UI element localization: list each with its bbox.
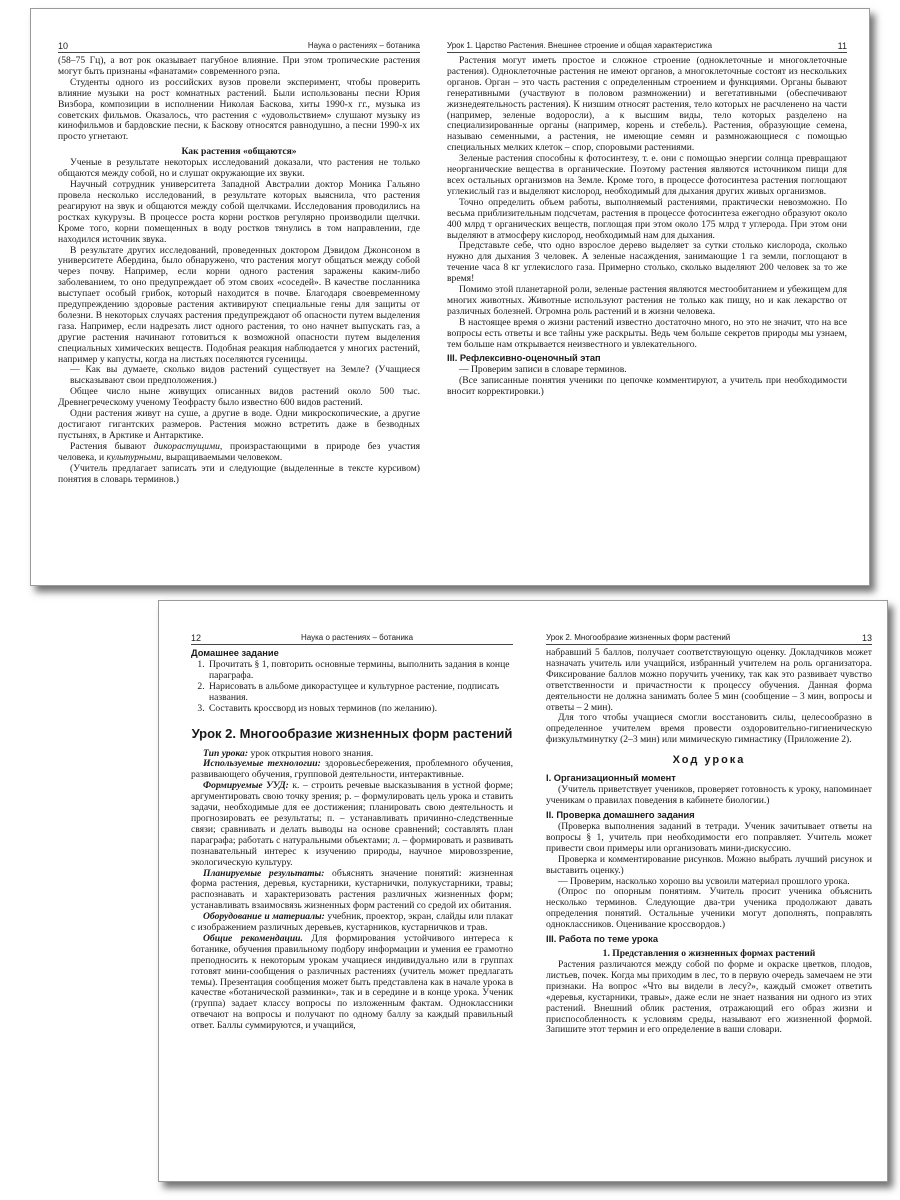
running-header bbox=[546, 601, 872, 645]
page-13 bbox=[546, 601, 872, 1181]
page-12 bbox=[191, 601, 513, 1181]
field-value: урок открытия нового знания. bbox=[248, 747, 374, 759]
paragraph: Для того чтобы учащиеся смогли восстановить силы, целесообразно в определенное учителем время провести оздоровительно-гигиеническую физкультминутку (2–3 мин) или мимическую гимнастику (Приложение 2). bbox=[546, 712, 872, 746]
page-number: 13 bbox=[861, 633, 872, 643]
list-item: 3. Составить кроссворд из новых терминов (по желанию). bbox=[207, 704, 513, 715]
book-spread-pages-12-13 bbox=[158, 600, 888, 1182]
lesson-field bbox=[191, 759, 513, 781]
term-wild: дикорастущими bbox=[153, 440, 220, 452]
paragraph: (Все записанные понятия ученики по цепочке комментируют, а учитель при необходимости вносит корректировки.) bbox=[447, 375, 847, 398]
paragraph: Зеленые растения способны к фотосинтезу, т. е. они с помощью энергии солнца превращают неорганические вещества в органические. Поэтому растения являются источником пищи для всех остальных организмов на Земле. Кроме того, в процессе фотосинтеза растения поглощают углекислый газ и выделяют кислород, необходимый для дыхания других живых организмов. bbox=[447, 153, 847, 197]
field-label: Тип урока: bbox=[203, 747, 249, 759]
paragraph: (Опрос по опорным понятиям. Учитель просит ученика объяснить несколько терминов. Следующие два-три ученика продолжают давать определения понятий. Остальные ученики могут дополнять, поправлять одноклассников. Оценивание кроссвордов.) bbox=[546, 886, 872, 931]
field-label: Общие рекомендации. bbox=[203, 932, 303, 944]
field-label: Формируемые УУД: bbox=[203, 780, 289, 792]
dialogue-line: — Проверим записи в словаре терминов. bbox=[459, 364, 627, 376]
paragraph: Точно определить объем работы, выполняемый растениями, практически невозможно. По весьма приблизительным подсчетам, растения в процессе фотосинтеза ежегодно образуют около 400 млрд т органических веществ, поглощая при этом около 175 млрд т углерода. При этом они выделяют в атмосферу кислород, необходимый нам для дыхания. bbox=[447, 196, 847, 241]
paragraph: (Учитель предлагает записать эти и следующие (выделенные в тексте курсивом) понятия в словарь терминов.) bbox=[58, 462, 420, 485]
lesson-field bbox=[191, 934, 513, 1032]
page-number: 12 bbox=[191, 633, 202, 643]
field-value: учебник, проектор, экран, слайды или плакат с изображением различных деревьев, кустарников, кустарничков и трав. bbox=[191, 911, 513, 934]
paragraph: Одни растения живут на суше, а другие в воде. Одни микроскопические, а другие достигают гигантских размеров. Растения можно встретить даже в безводных пустынях, в Арктике и Антарктике. bbox=[58, 408, 420, 441]
dialogue-line: — Проверим, насколько хорошо вы усвоили материал прошлого урока. bbox=[558, 875, 850, 887]
running-header bbox=[447, 9, 847, 53]
paragraph: Растения могут иметь простое и сложное строение (одноклеточные и многоклеточные растения). Одноклеточные растения не имеют органов, а многоклеточные состоят из нескольких органов. Орган – это часть растения с определенным строением и функциями. Органы бывают генеративными (участвуют в половом размножении) и вегетативными (обеспечивают жизнедеятельность растения). К низшим относят растения, тело которых не расчленено на части (например, зеленые водоросли), а к высшим виды, тело которых разделено на специализированные органы (например, корень и стебель). Растения, образующие семена, называю семенными, а растения, не имеющие семян и размножающиеся с помощью специальных мелких клеток – спор, споровыми растениями. bbox=[447, 55, 847, 154]
paragraph: В результате других исследований, проведенных доктором Дэвидом Джонсоном в университете Абердина, было обнаружено, что растения могут общаться между собой через почву. Например, если корни одного растения заражены каким-либо заболеванием, то оно предупреждает об этом своих «соседей». В качестве посланника выступает особый грибок, который находится в почве. Благодаря своевременному предупреждению здоровые растения активируют специальные гены для защиты от болезни. В некоторых случаях растения предупреждают об опасности путем выделения газа. Например, если надрезать лист одного растения, то оно начнет выпускать газ, а другие растения начинают готовиться к возможной опасности путем выделения специальных химических веществ. Подобная реакция наблюдается у многих растений, например у капусты, когда на листьях поселяются гусеницы. bbox=[58, 244, 420, 365]
paragraph: Растения различаются между собой по форме и окраске цветков, плодов, листьев, почек. Когда мы приходим в лес, то в первую очередь замечаем не эти признаки. На вопрос «Что вы видели в лесу?», каждый сможет ответить «деревья, кустарники, травы», даже если не знает названия ни одного из этих растений. Внешний облик растения, отражающий его образ жизни и приспособленность к условиям среды, называют его жизненной формой. Запишите этот термин и его определение в ваши словари. bbox=[546, 959, 872, 1036]
homework-heading: Домашнее задание bbox=[191, 648, 279, 658]
paragraph: (Проверка выполнения заданий в тетради. Ученик зачитывает ответы на вопросы § 1, учитель при необходимости его поправляет. Учитель может привести свои примеры или организовать мини-дискуссию. bbox=[546, 820, 872, 854]
homework-list bbox=[191, 660, 513, 715]
section-heading: II. Проверка домашнего задания bbox=[546, 809, 695, 820]
book-spread-pages-10-11 bbox=[30, 8, 870, 586]
text-run: , произрастающими в природе без участия человека, и bbox=[58, 440, 420, 463]
paragraph: Научный сотрудник университета Западной Австралии доктор Моника Гальяно провела несколько исследований, в результате которых выяснила, что растения реагируют на звук и общаются между собой щелчками. Исследования проводились на ростках кукурузы. В процессе роста корни ростков регулярно производили щелчки. Кроме того, корни помещенных в воду ростков тянулись в том направлении, где находился источник звука. bbox=[58, 179, 420, 245]
lesson-progress-heading: Ход урока bbox=[672, 754, 746, 767]
lesson-field bbox=[191, 781, 513, 868]
field-value: Для формирования устойчивого интереса к ботанике, обучения правильному подбору информации и умения ее грамотно преподносить к некоторым урокам учащиеся индивидуально или в группах готовят мини-сообщения о различных растениях (учитель может предлагать темы). Презентация сообщения может быть представлена как в начале урока в качестве «ботанической разминки», так и в середине и в конце урока. Ученик (группа) задает классу вопросы по изложенным фактам. Одноклассники отвечают на вопросы и получают по одному баллу за каждый правильный ответ. Баллы суммируются, и учащийся, bbox=[191, 932, 513, 1032]
page-number: 11 bbox=[837, 41, 847, 51]
paragraph: Студенты одного из российских вузов провели эксперимент, чтобы проверить влияние музыки на рост комнатных растений. Были использованы песни Юрия Визбора, композиции в исполнении Николая Баскова, хиты 1990-х гг., музыка из советских фильмов. Оказалось, что растения с «удовольствием» слушают музыку из кинофильмов и бардовские песни, к Баскову относятся равнодушно, а песни 1990-х их просто угнетают. bbox=[58, 76, 420, 143]
page-11 bbox=[447, 9, 847, 585]
subheading: Как растения «общаются» bbox=[181, 146, 297, 158]
list-item: 1. Прочитать § 1, повторить основные термины, выполнить задания в конце параграфа. bbox=[207, 660, 513, 682]
running-header bbox=[191, 601, 513, 645]
running-head-title: Наука о растениях – ботаника bbox=[300, 633, 414, 642]
page-10 bbox=[58, 9, 420, 585]
paragraph: Ученые в результате некоторых исследований доказали, что растения не только общаются между собой, но и слушат окружающие их звуки. bbox=[58, 157, 420, 180]
subheading: 1. Представления о жизненных формах растений bbox=[602, 948, 816, 960]
paragraph: Общее число ныне живущих описанных видов растений около 500 тыс. Древнегреческому ученому Теофрасту было известно 600 видов растений. bbox=[58, 386, 420, 409]
running-header bbox=[58, 9, 420, 53]
paragraph bbox=[58, 442, 420, 464]
running-head-title: Наука о растениях – ботаника bbox=[307, 41, 420, 50]
paragraph: Проверка и комментирование рисунков. Можно выбрать лучший рисунок и выставить оценку.) bbox=[546, 853, 872, 876]
field-label: Планируемые результаты: bbox=[203, 867, 325, 879]
lesson-field bbox=[191, 869, 513, 913]
text-run: , выращиваемыми человеком. bbox=[161, 451, 283, 463]
text-run: Растения бывают bbox=[70, 440, 154, 452]
field-value: здоровьесбережения, проблемного обучения, развивающего обучения, групповой деятельности, интерактивные. bbox=[191, 758, 513, 781]
paragraph: Представьте себе, что одно взрослое дерево выделяет за сутки столько кислорода, сколько нужно для дыхания 3 человек. А зеленые насаждения, занимающие 1 га земли, поглощают в течение часа 8 кг углекислого газа. Примерно столько, сколько выделяют 200 человек за то же время! bbox=[447, 240, 847, 285]
field-value: к. – строить речевые высказывания в устной форме; аргументировать свою точку зрения; р. – формулировать цель урока и ставить задачи, необходимые для ее достижения; планировать свою деятельность и прогнозировать ее результаты; п. – устанавливать причинно-следственные связи; сравнивать и делать выводы на основе сравнений; составлять план параграфа; работать с натуральными объектами; л. – формировать и развивать познавательный интерес к изучению природы, научное мировоззрение, экологическую культуру. bbox=[191, 780, 513, 868]
term-cultivated: культурными bbox=[106, 451, 162, 463]
running-head-title: Урок 1. Царство Растения. Внешнее строение и общая характеристика bbox=[447, 41, 713, 50]
page-number: 10 bbox=[58, 41, 69, 51]
running-head-title: Урок 2. Многообразие жизненных форм растений bbox=[546, 633, 731, 642]
paragraph: (58–75 Гц), а вот рок оказывает пагубное влияние. При этом тропические растения могут быть признаны «фанатами» современного рэпа. bbox=[58, 55, 420, 77]
field-label: Используемые технологии: bbox=[203, 758, 321, 770]
list-item: 2. Нарисовать в альбоме дикорастущее и культурное растение, подписать названия. bbox=[207, 682, 513, 704]
dialogue-line: — Как вы думаете, сколько видов растений существует на Земле? (Учащиеся высказывают свои предположения.) bbox=[70, 364, 420, 387]
paragraph: набравший 5 баллов, получает соответствующую оценку. Докладчиков может назначать учитель или учащийся, избранный учителем на роль организатора. Фиксирование баллов можно поручить ученику, так как это развивает чувство ответственности и причастности к процессу обучения. Данная форма деятельности не должна занимать более 5 мин (сообщение – 3 мин, вопросы и ответы – 2 мин). bbox=[546, 647, 872, 713]
section-heading: I. Организационный момент bbox=[546, 773, 676, 784]
lesson-field bbox=[191, 912, 513, 934]
section-heading: III. Работа по теме урока bbox=[546, 934, 658, 945]
lesson-title: Урок 2. Многообразие жизненных форм растений bbox=[191, 725, 513, 741]
field-label: Оборудование и материалы: bbox=[203, 911, 325, 923]
field-value: объяснять значение понятий: жизненная форма растения, деревья, кустарники, кустарнички, полукустарники, травы; распознавать и характеризовать растения различных жизненных форм; устанавливать взаимосвязь жизненных форм растений со средой их обитания. bbox=[191, 867, 513, 912]
paragraph: В настоящее время о жизни растений известно достаточно много, но это не значит, что на все вопросы есть ответы и все тайны уже раскрыты. Ведь чем больше секретов природы мы узнаем, тем больше нам открывается неизвестного и увлекательного. bbox=[447, 316, 847, 350]
paragraph: (Учитель приветствует учеников, проверяет готовность к уроку, напоминает ученикам о правилах поведения в кабинете биологии.) bbox=[546, 784, 872, 807]
section-heading: III. Рефлексивно-оценочный этап bbox=[447, 353, 601, 364]
paragraph: Помимо этой планетарной роли, зеленые растения являются местообитанием и убежищем для многих животных. Животные используют растения не только как пищу, но и как лекарство от различных болезней. Огромна роль растений и в жизни человека. bbox=[447, 284, 847, 317]
